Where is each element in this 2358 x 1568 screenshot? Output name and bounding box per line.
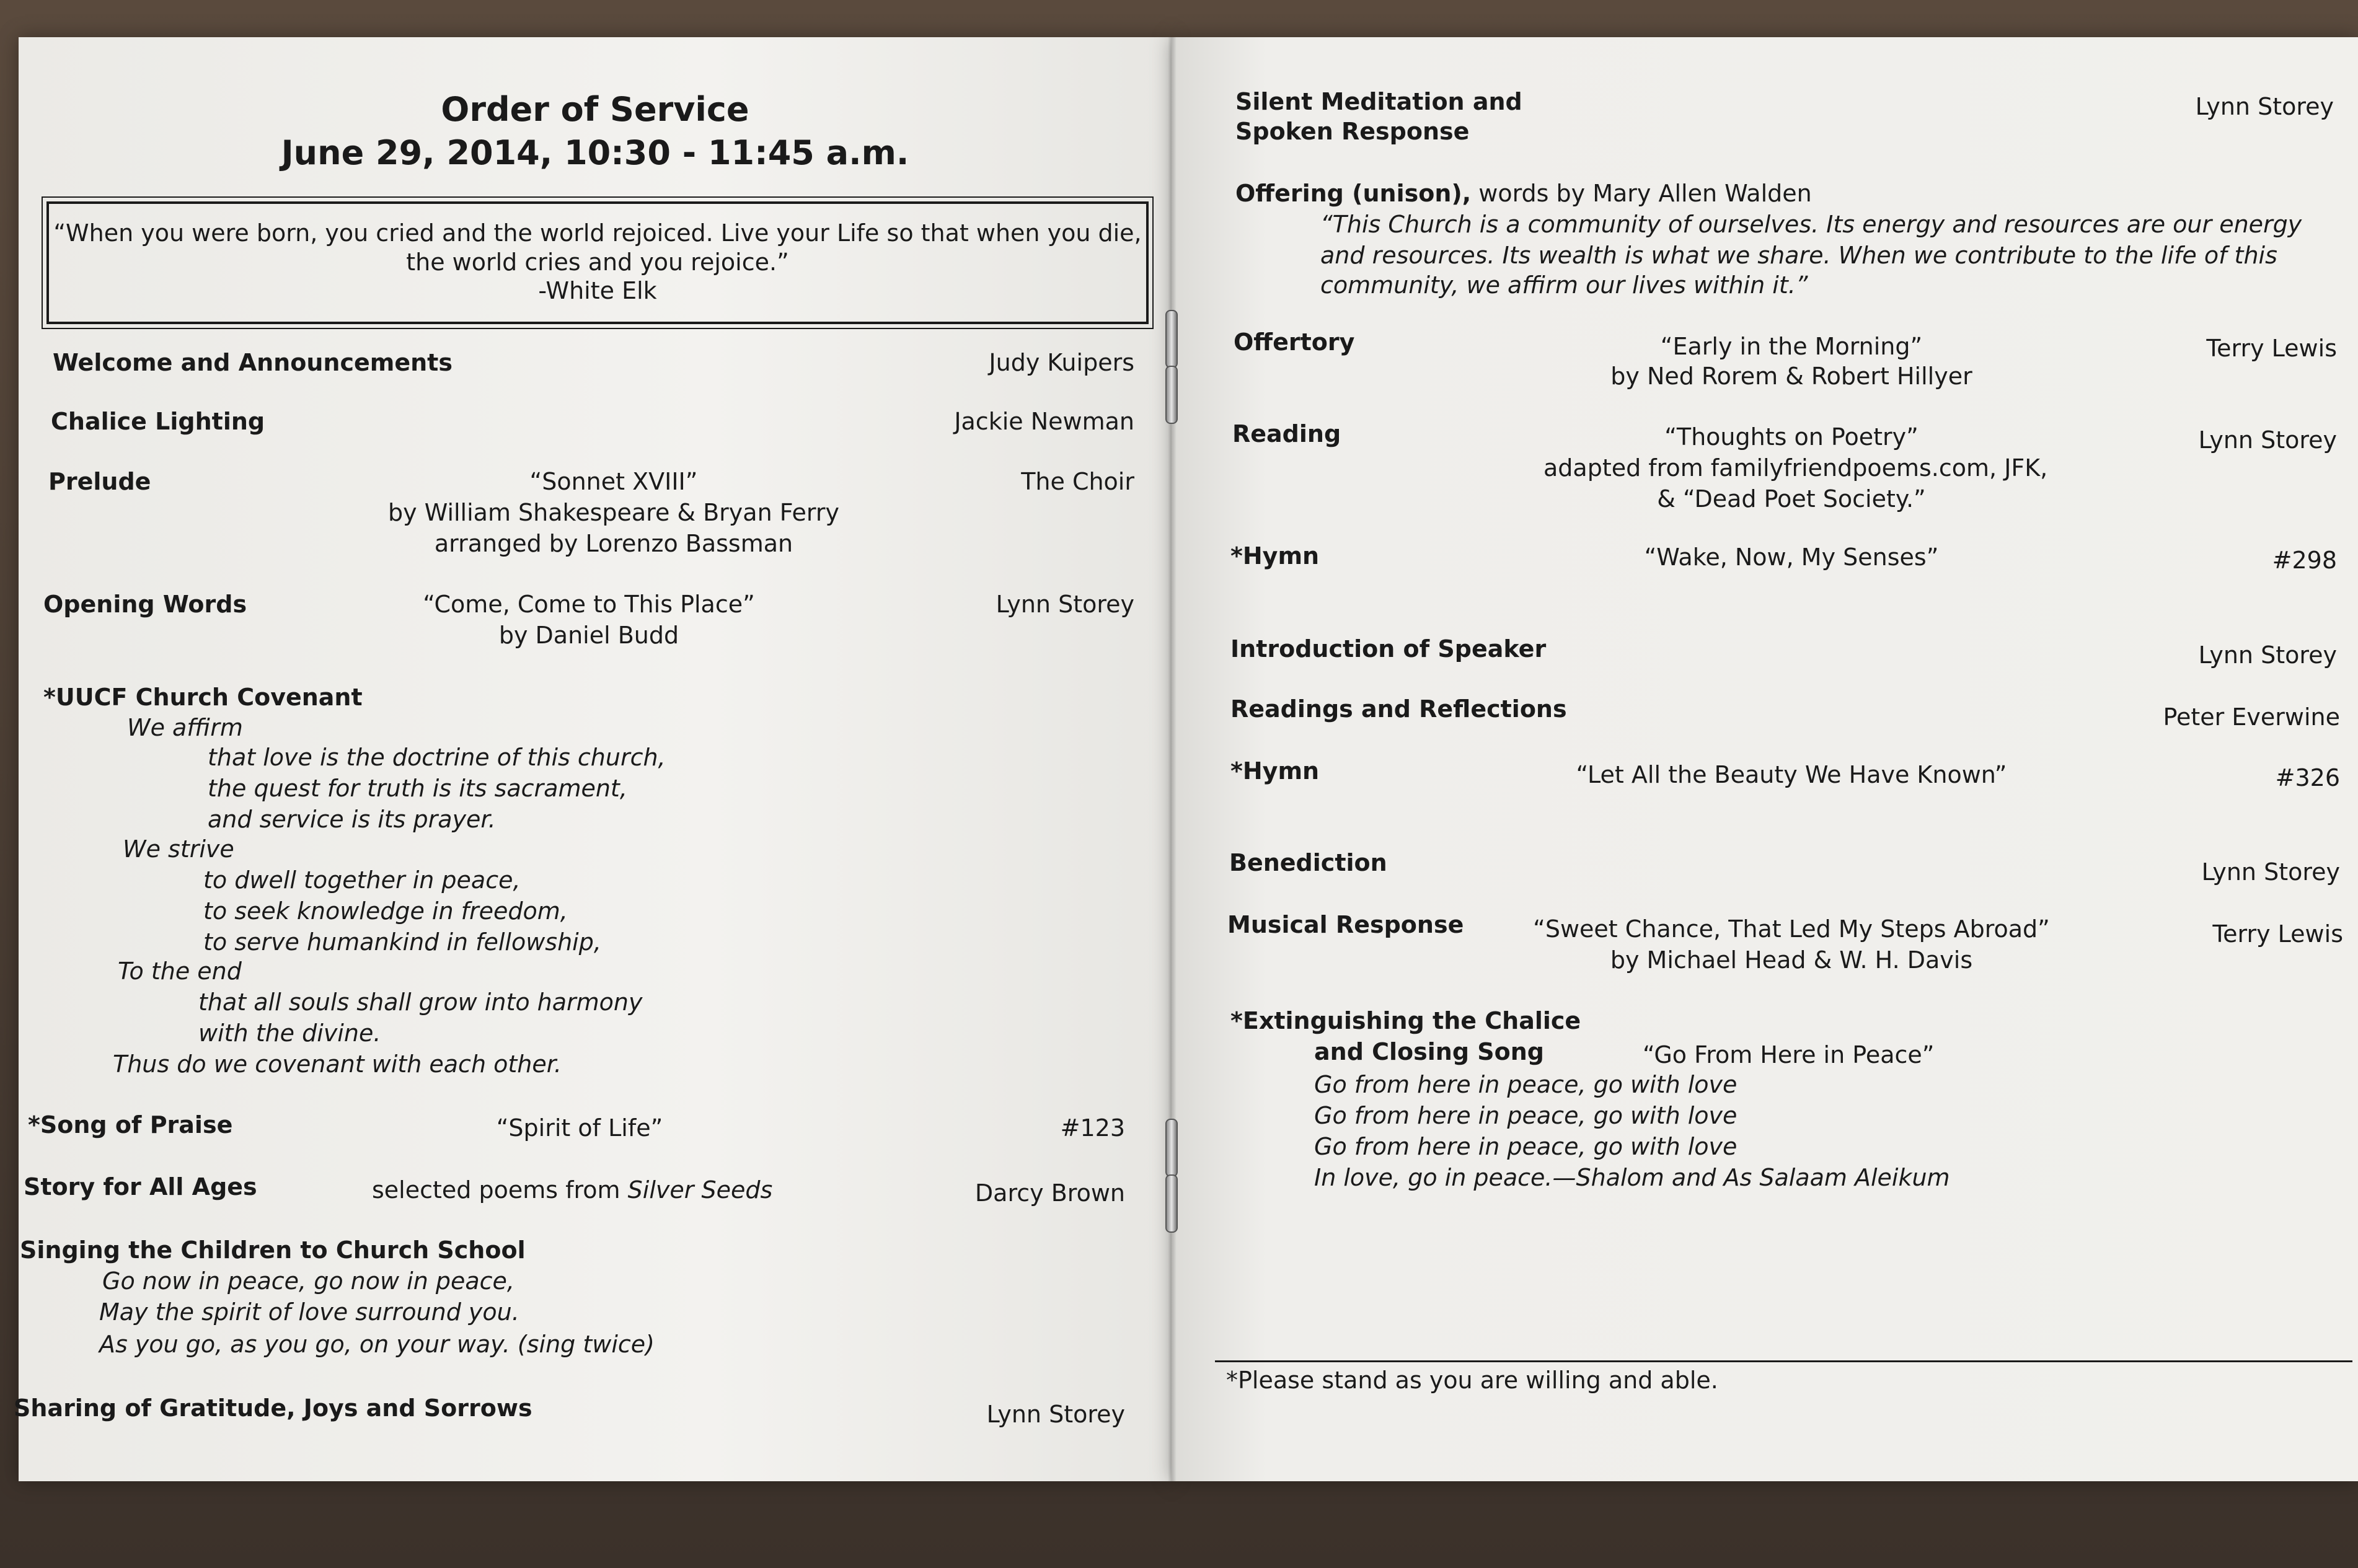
hymn-title: “Wake, Now, My Senses” xyxy=(1644,544,1939,571)
offering-label: Offering (unison), xyxy=(1235,180,1472,207)
opening-words-by: by Daniel Budd xyxy=(498,622,679,649)
singing-line: Go now in peace, go now in peace, xyxy=(102,1267,514,1295)
extinguishing-label: *Extinguishing the Chalice xyxy=(1230,1007,1581,1034)
song-of-praise-title: “Spirit of Life” xyxy=(496,1114,663,1142)
prelude-person: The Choir xyxy=(1021,468,1134,495)
song-of-praise-label: *Song of Praise xyxy=(28,1111,233,1139)
silent-meditation-label: Spoken Response xyxy=(1235,118,1470,145)
covenant-line: and service is its prayer. xyxy=(208,806,496,833)
offering-line: “This Church is a community of ourselves. Its energy and resources are our energy xyxy=(1320,211,2302,238)
offertory-by: by Ned Rorem & Robert Hillyer xyxy=(1610,363,1972,390)
reading-label: Reading xyxy=(1232,420,1341,447)
page-fold xyxy=(1168,37,1177,1481)
footnote-divider xyxy=(1215,1360,2352,1362)
singing-line: As you go, as you go, on your way. (sing twice) xyxy=(99,1331,655,1358)
intro-speaker-person: Lynn Storey xyxy=(2198,641,2337,669)
closing-song-title: “Go From Here in Peace” xyxy=(1643,1041,1935,1068)
hymn-number: #326 xyxy=(2275,764,2340,791)
covenant-line: with the divine. xyxy=(198,1020,381,1047)
footnote: *Please stand as you are willing and able. xyxy=(1226,1367,1718,1394)
silent-meditation-label: Silent Meditation and xyxy=(1235,88,1522,115)
offertory-label: Offertory xyxy=(1234,328,1355,356)
intro-speaker-label: Introduction of Speaker xyxy=(1230,635,1547,663)
quote-box xyxy=(46,201,1149,324)
prelude-label: Prelude xyxy=(48,468,151,495)
covenant-line: Thus do we covenant with each other. xyxy=(113,1050,562,1078)
musical-response-by: by Michael Head & W. H. Davis xyxy=(1610,946,1973,974)
chalice-person: Jackie Newman xyxy=(954,408,1134,435)
closing-song-label: and Closing Song xyxy=(1314,1038,1545,1065)
covenant-line: To the end xyxy=(118,958,242,985)
benediction-person: Lynn Storey xyxy=(2201,858,2340,886)
sharing-person: Lynn Storey xyxy=(986,1401,1125,1428)
covenant-line: to seek knowledge in freedom, xyxy=(203,897,568,925)
staple xyxy=(1165,310,1178,368)
musical-response-title: “Sweet Chance, That Led My Steps Abroad” xyxy=(1533,915,2050,943)
offertory-person: Terry Lewis xyxy=(2206,335,2337,362)
opening-words-person: Lynn Storey xyxy=(996,591,1134,618)
chalice-label: Chalice Lighting xyxy=(51,408,265,435)
welcome-label: Welcome and Announcements xyxy=(53,349,453,376)
hymn-label: *Hymn xyxy=(1230,542,1320,570)
closing-song-line: Go from here in peace, go with love xyxy=(1314,1133,1738,1160)
reading-person: Lynn Storey xyxy=(2198,426,2337,454)
offering-heading xyxy=(1235,180,1812,208)
covenant-line: that love is the doctrine of this church, xyxy=(208,744,666,771)
staple xyxy=(1165,366,1178,424)
singing-label: Singing the Children to Church School xyxy=(20,1236,526,1264)
covenant-line: to dwell together in peace, xyxy=(203,866,521,894)
singing-line: May the spirit of love surround you. xyxy=(99,1298,519,1326)
closing-song-line: Go from here in peace, go with love xyxy=(1314,1102,1738,1129)
reading-title: “Thoughts on Poetry” xyxy=(1664,423,1919,451)
staple xyxy=(1165,1119,1178,1177)
prelude-arranged: arranged by Lorenzo Bassman xyxy=(434,530,793,557)
silent-meditation-person: Lynn Storey xyxy=(2195,93,2334,120)
welcome-person: Judy Kuipers xyxy=(989,349,1134,376)
page-title: Order of Service xyxy=(441,90,749,129)
hymn-number: #298 xyxy=(2272,547,2337,574)
quote-attribution: -White Elk xyxy=(538,277,657,304)
covenant-line: to serve humankind in fellowship, xyxy=(203,928,601,956)
covenant-line: the quest for truth is its sacrament, xyxy=(208,775,627,802)
prelude-by: by William Shakespeare & Bryan Ferry xyxy=(388,499,839,526)
readings-reflections-label: Readings and Reflections xyxy=(1230,695,1567,723)
closing-song-line: In love, go in peace.—Shalom and As Salaam Aleikum xyxy=(1314,1164,1950,1191)
covenant-line: We strive xyxy=(123,835,234,863)
offertory-title: “Early in the Morning” xyxy=(1660,333,1923,360)
musical-response-person: Terry Lewis xyxy=(2212,920,2343,948)
closing-song-line: Go from here in peace, go with love xyxy=(1314,1071,1738,1098)
benediction-label: Benediction xyxy=(1229,849,1387,876)
sharing-label: Sharing of Gratitude, Joys and Sorrows xyxy=(14,1394,532,1422)
prelude-title: “Sonnet XVIII” xyxy=(529,468,698,495)
covenant-label: *UUCF Church Covenant xyxy=(43,684,363,711)
story-text xyxy=(372,1176,772,1205)
opening-words-label: Opening Words xyxy=(43,591,247,618)
reading-adapted: adapted from familyfriendpoems.com, JFK, xyxy=(1543,454,2048,482)
quote-line: “When you were born, you cried and the world rejoiced. Live your Life so that when you die, xyxy=(53,219,1142,247)
offering-line: community, we affirm our lives within it.” xyxy=(1320,271,1808,299)
opening-words-title: “Come, Come to This Place” xyxy=(423,591,755,618)
reading-sources: & “Dead Poet Society.” xyxy=(1657,485,1926,513)
staple xyxy=(1165,1174,1178,1233)
musical-response-label: Musical Response xyxy=(1227,911,1464,938)
story-book-title: Silver Seeds xyxy=(627,1176,773,1204)
story-person: Darcy Brown xyxy=(974,1179,1125,1207)
story-text-prefix: selected poems from xyxy=(372,1176,628,1204)
offering-credit: words by Mary Allen Walden xyxy=(1471,180,1812,207)
covenant-line: We affirm xyxy=(127,714,243,741)
quote-line: the world cries and you rejoice.” xyxy=(406,249,789,276)
offering-line: and resources. Its wealth is what we share. When we contribute to the life of this xyxy=(1320,242,2277,269)
hymn-label: *Hymn xyxy=(1230,757,1320,785)
hymn-title: “Let All the Beauty We Have Known” xyxy=(1576,761,2007,788)
story-label: Story for All Ages xyxy=(24,1173,257,1200)
song-of-praise-number: #123 xyxy=(1060,1114,1125,1142)
service-date: June 29, 2014, 10:30 - 11:45 a.m. xyxy=(281,133,909,172)
readings-reflections-person: Peter Everwine xyxy=(2163,703,2340,731)
covenant-line: that all souls shall grow into harmony xyxy=(198,989,643,1016)
